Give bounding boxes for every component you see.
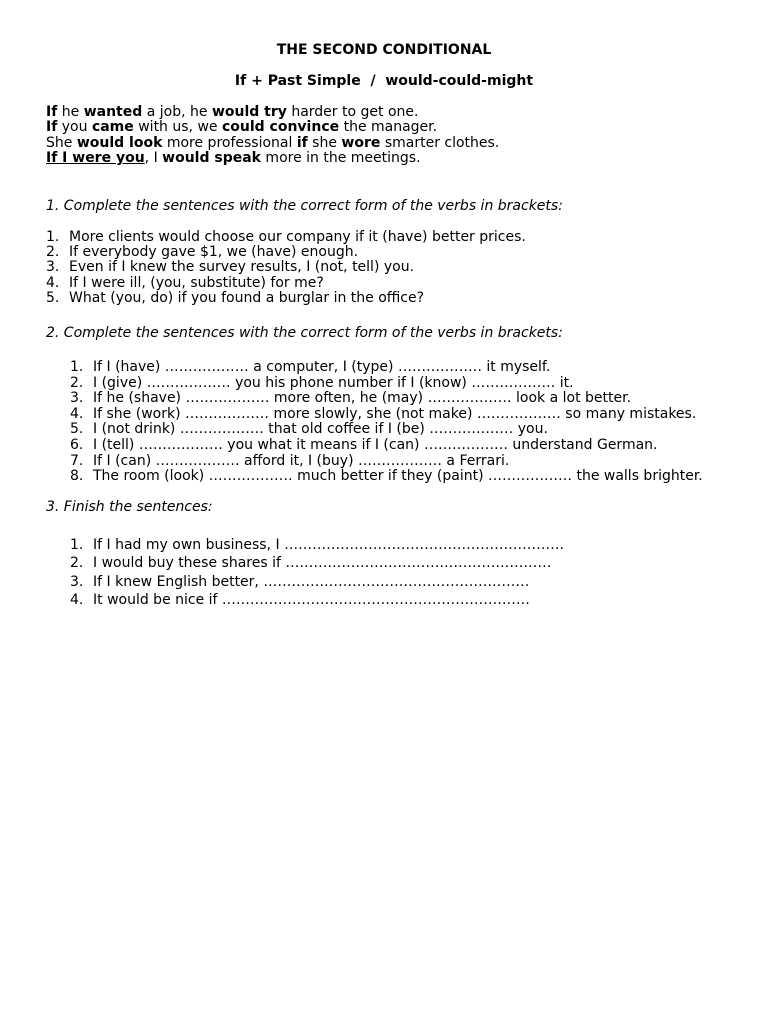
- subtitle-separator: /: [360, 73, 386, 89]
- item-text: If I had my own business, I ……………………………………………………: [93, 537, 565, 553]
- item-number: 3.: [46, 259, 60, 276]
- exercise-1-heading: 1. Complete the sentences with the correct form of the verbs in brackets:: [46, 198, 563, 214]
- item-text: If everybody gave $1, we (have) enough.: [69, 244, 359, 261]
- item-text: It would be nice if …………………………………………………………: [93, 592, 530, 609]
- item-number: 1.: [70, 537, 84, 553]
- example-sentence: [46, 136, 499, 151]
- exercise-2-item: [70, 454, 703, 470]
- example-text: she: [307, 134, 342, 151]
- example-highlight: would try: [211, 104, 287, 120]
- example-text: with us, we: [133, 119, 222, 136]
- item-number: 4.: [70, 405, 84, 422]
- exercise-2-heading: 2. Complete the sentences with the correct form of the verbs in brackets:: [46, 325, 563, 341]
- item-text: If I were ill, (you, substitute) for me?: [69, 274, 324, 291]
- example-highlight: came: [91, 119, 134, 136]
- item-text: The room (look) ……………… much better if they (paint) ……………… the walls brighter.: [93, 468, 703, 485]
- item-text: More clients would choose our company if it (have) better prices.: [69, 229, 526, 245]
- exercise-3-item: [70, 593, 564, 611]
- item-text: Even if I knew the survey results, I (not, tell) you.: [69, 259, 415, 276]
- example-highlight: could convince: [221, 119, 340, 136]
- item-number: 3.: [70, 573, 84, 590]
- item-number: 4.: [46, 274, 60, 291]
- item-number: 7.: [70, 452, 84, 469]
- exercise-1-item: [46, 245, 526, 260]
- example-sentence: [46, 120, 499, 135]
- exercise-1-item: [46, 260, 526, 275]
- example-highlight: would look: [76, 134, 163, 151]
- exercise-1-list: [46, 230, 526, 306]
- example-sentence: [46, 151, 499, 166]
- item-number: 6.: [70, 436, 84, 453]
- item-text: I (give) ……………… you his phone number if I (know) ……………… it.: [93, 374, 574, 391]
- example-text: a job, he: [142, 104, 212, 120]
- item-number: 2.: [70, 555, 84, 572]
- example-text: you: [57, 119, 92, 136]
- example-text: more professional: [162, 134, 297, 151]
- item-number: 2.: [46, 244, 60, 261]
- exercise-2-item: [70, 469, 703, 485]
- example-text: smarter clothes.: [380, 134, 500, 151]
- example-highlight: wanted: [83, 104, 143, 120]
- exercise-2-list: [70, 360, 703, 485]
- item-text: If I knew English better, …………………………………………………: [93, 573, 530, 590]
- item-number: 2.: [70, 374, 84, 391]
- item-text: If he (shave) ……………… more often, he (may) ……………… look a lot better.: [93, 390, 632, 407]
- example-text: he: [57, 104, 84, 120]
- example-text: the manager.: [339, 119, 438, 136]
- exercise-2-item: [70, 422, 703, 438]
- exercise-2-item: [70, 438, 703, 454]
- item-number: 5.: [70, 421, 84, 438]
- exercise-1-item: [46, 276, 526, 291]
- item-text: I would buy these shares if …………………………………………………: [93, 555, 552, 572]
- item-text: I (tell) ……………… you what it means if I (can) ……………… understand German.: [93, 436, 658, 453]
- page-title: THE SECOND CONDITIONAL: [276, 42, 492, 58]
- subtitle-left: If + Past Simple: [234, 73, 361, 89]
- exercise-3-item: [70, 556, 564, 574]
- item-text: If I (can) ……………… afford it, I (buy) ……………… a Ferrari.: [93, 452, 510, 469]
- exercise-2-item: [70, 376, 703, 392]
- example-text: She: [46, 134, 77, 151]
- example-highlight: If: [46, 119, 58, 136]
- example-text: more in the meetings.: [260, 150, 421, 167]
- item-text: If she (work) ……………… more slowly, she (not make) ……………… so many mistakes.: [93, 405, 697, 422]
- example-highlight: would speak: [162, 150, 261, 167]
- exercise-3-list: [70, 538, 564, 612]
- example-text: harder to get one.: [286, 104, 419, 120]
- item-number: 8.: [70, 468, 84, 485]
- exercise-1-item: [46, 230, 526, 245]
- item-text: If I (have) ……………… a computer, I (type) ……………… it myself.: [93, 359, 551, 375]
- item-number: 3.: [70, 390, 84, 407]
- exercise-2-item: [70, 391, 703, 407]
- example-text: , I: [144, 150, 163, 167]
- example-sentence: [46, 105, 499, 120]
- exercise-3-item: [70, 538, 564, 556]
- exercise-3-item: [70, 575, 564, 593]
- item-number: 1.: [70, 359, 84, 375]
- example-highlight: If: [46, 104, 58, 120]
- exercise-3-heading: 3. Finish the sentences:: [46, 499, 213, 515]
- subtitle-right: would-could-might: [385, 73, 534, 89]
- item-number: 1.: [46, 229, 60, 245]
- example-sentences: [46, 105, 499, 167]
- item-number: 5.: [46, 289, 60, 306]
- example-highlight: if: [296, 134, 308, 151]
- item-text: What (you, do) if you found a burglar in the office?: [69, 289, 425, 306]
- item-text: I (not drink) ……………… that old coffee if I (be) ……………… you.: [93, 421, 548, 438]
- exercise-2-item: [70, 407, 703, 423]
- exercise-2-item: [70, 360, 703, 376]
- exercise-1-item: [46, 291, 526, 306]
- item-number: 4.: [70, 592, 84, 609]
- page-subtitle: [0, 74, 768, 89]
- example-highlight: If I were you: [46, 150, 145, 167]
- example-highlight: wore: [341, 134, 381, 151]
